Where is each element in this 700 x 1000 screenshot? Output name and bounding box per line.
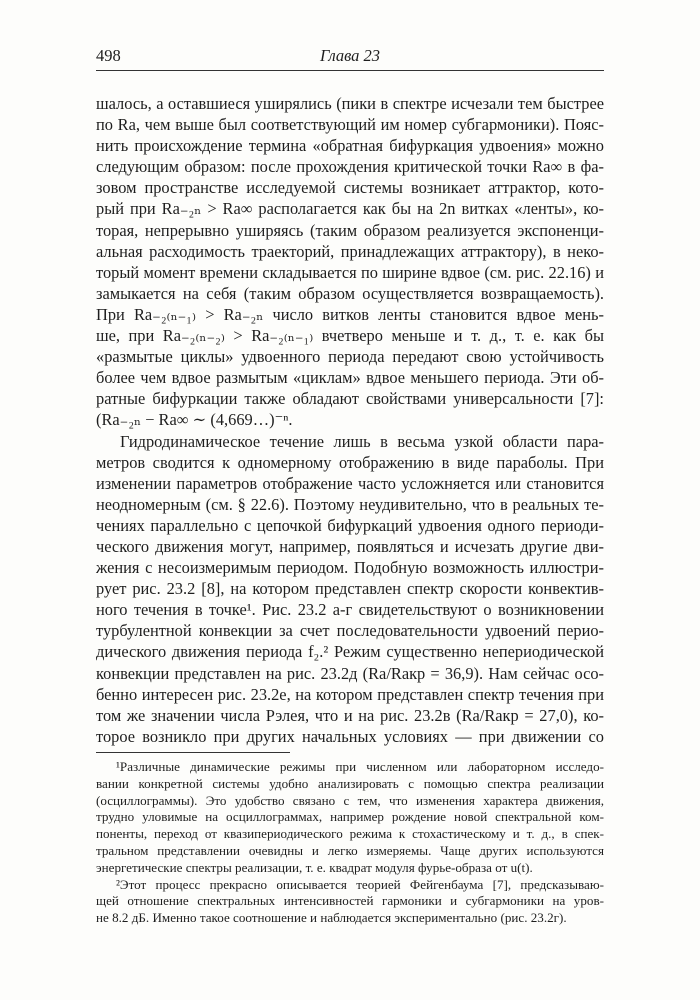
text-line: (осциллограммы). Это удобство связано с тем, что изменения характера движения, <box>96 792 604 808</box>
running-title: Глава 23 <box>319 46 381 65</box>
text-line: торый момент времени складывается по ширине вдвое (см. рис. 22.16) и <box>96 262 604 282</box>
text-line: ческого движения могут, например, появляться и исчезать другие дви- <box>96 536 604 556</box>
text-line: трудно уловимые на осциллограммах, например рождение новой спектральной ком- <box>96 809 604 825</box>
text-line: более чем вдвое размытым «циклам» вдвое меньшего периода. Эти об- <box>96 368 604 388</box>
text-line: ²Этот процесс прекрасно описывается теорией Фейгенбаума [7], предсказываю- <box>116 876 604 892</box>
page-number: 498 <box>96 46 121 65</box>
page-header <box>96 46 604 68</box>
text-line: чениях параллельно с цепочкой бифуркаций удвоения одного периоди- <box>96 515 604 535</box>
text-line: ратные бифуркации также обладают свойствами универсальности [7]: <box>96 389 604 409</box>
text-line: Гидродинамическое течение лишь в весьма узкой области пара- <box>120 431 604 451</box>
footnote-rule <box>96 752 290 753</box>
text-line: том же значении числа Рэлея, что и на рис. 23.2в (Ra/Raкр = 27,0), ко- <box>96 705 604 725</box>
header-rule <box>96 70 604 71</box>
text-line: жения с несоизмеримым периодом. Подобную возможность иллюстри- <box>96 558 604 578</box>
text-line: бенно интересен рис. 23.2е, на котором представлен спектр течения при <box>96 684 604 704</box>
text-line: торое возникло при других начальных условиях — при движении со <box>96 726 604 746</box>
text-line: по Ra, чем выше был соответствующий им номер субгармоники). Пояс- <box>96 115 604 135</box>
text-line: турбулентной конвекции за счет последовательности удвоений перио- <box>96 621 604 641</box>
text-line: ного течения в точке¹. Рис. 23.2 а-г свидетельствуют о возникновении <box>96 600 604 620</box>
text-line: неодномерным (см. § 22.6). Поэтому неудивительно, что в реальных те- <box>96 494 604 514</box>
text-line: зовом пространстве исследуемой системы возникает аттрактор, кото- <box>96 178 604 198</box>
text-line: При Ra₋₂₍ₙ₋₁₎ > Ra₋₂ₙ число витков ленты становится вдвое мень- <box>96 304 604 324</box>
text-line: «размытые циклы» удвоенного периода передают свою устойчивость <box>96 347 604 367</box>
text-line: вании конкретной системы удобно анализировать с помощью спектра реализации <box>96 775 604 791</box>
text-line: следующим образом: после прохождения критической точки Ra∞ в фа- <box>96 157 604 177</box>
text-line: альная расходимость траекторий, принадлежащих аттрактору), в неко- <box>96 241 604 261</box>
text-line: (Ra₋₂ₙ − Ra∞ ∼ (4,669…)⁻ⁿ. <box>96 410 293 430</box>
text-line: тральном представлении очевидны и легко измеряемы. Чаще других используются <box>96 842 604 858</box>
text-line: ше, при Ra₋₂₍ₙ₋₂₎ > Ra₋₂₍ₙ₋₁₎ вчетверо меньше и т. д., т. е. как бы <box>96 326 604 346</box>
text-line: дического движения периода f₂.² Режим существенно непериодической <box>96 642 604 662</box>
footnote <box>96 877 604 927</box>
text-line: щей отношение спектральных интенсивностей гармоники и субгармоники на уров- <box>96 893 604 909</box>
text-line: торая, непрерывно уширяясь (таким образом реализуется экспоненци- <box>96 220 604 240</box>
text-line: метров сводится к одномерному отображению в виде параболы. При <box>96 452 604 472</box>
paragraph <box>96 93 604 431</box>
text-line: не 8.2 дБ. Именно такое соотношение и наблюдается экспериментально (рис. 23.2г). <box>96 910 567 926</box>
text-line: энергетические спектры реализации, т. е. квадрат модуля фурье-образа от u(t). <box>96 859 533 875</box>
text-line: рый при Ra₋₂ₙ > Ra∞ располагается как бы на 2n витках «ленты», ко- <box>96 199 604 219</box>
text-line: поненты, переход от квазипериодического режима к стохастическому и т. д., в спек- <box>96 826 604 842</box>
text-line: изменении параметров отображение часто усложняется или становится <box>96 473 604 493</box>
body-text <box>96 93 604 747</box>
footnote <box>96 759 604 877</box>
text-line: конвекции представлен на рис. 23.2д (Ra/Raкр = 36,9). Нам сейчас осо- <box>96 663 604 683</box>
footnotes <box>96 759 604 927</box>
text-line: ¹Различные динамические режимы при численном или лабораторном исследо- <box>116 759 604 774</box>
paragraph <box>96 431 604 747</box>
text-line: шалось, а оставшиеся уширялись (пики в спектре исчезали тем быстрее <box>96 94 604 113</box>
text-line: нить происхождение термина «обратная бифуркация удвоения» можно <box>96 136 604 156</box>
text-line: замыкается на себя (таким образом осуществляется возвращаемость). <box>96 283 604 303</box>
text-line: рует рис. 23.2 [8], на котором представлен спектр скорости конвектив- <box>96 579 604 599</box>
